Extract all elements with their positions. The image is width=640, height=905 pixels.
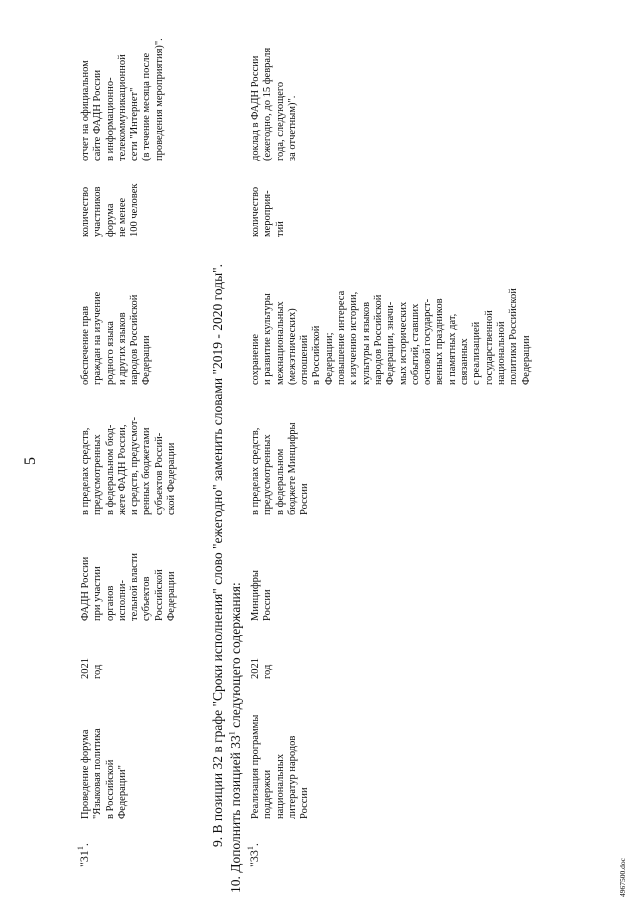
cell-year <box>80 658 105 679</box>
cell-line: России <box>262 589 274 621</box>
cell-line: исполни- <box>116 580 128 621</box>
cell-line: предусмотренных <box>262 434 274 515</box>
item-10-text: 10. Дополнить позицией 33 <box>228 735 243 893</box>
cell-line: количество <box>80 186 91 237</box>
cell-line: мых исторических <box>397 301 409 385</box>
cell-line: поддержки <box>262 769 274 819</box>
cell-goal <box>80 292 154 385</box>
cell-line: в федеральном бюд- <box>104 424 116 515</box>
cell-line: Российской <box>153 569 165 621</box>
page-number: 5 <box>22 457 39 465</box>
cell-line: Федерации; <box>323 332 335 385</box>
cell-line: за отчетным)". <box>286 95 298 161</box>
paragraph-item-10 <box>228 582 244 893</box>
cell-line: граждан на изучение <box>92 291 104 385</box>
cell-line: ской Федерации <box>166 442 178 515</box>
cell-line: (в течение месяца после <box>141 52 153 161</box>
cell-line: ФАДН России <box>80 556 91 621</box>
cell-line: венных праздников <box>434 298 446 385</box>
cell-funding <box>80 417 178 515</box>
cell-line: год <box>92 664 104 679</box>
row-number <box>248 843 260 867</box>
row-number-tail: . <box>77 843 91 847</box>
cell-line: 2021 <box>250 658 261 679</box>
paragraph-item-9: 9. В позиции 32 в графе "Сроки исполнения" слово "ежегодно" заменить словами "2019 - 2020 годы". <box>210 263 225 847</box>
cell-line: обеспечение прав <box>80 305 91 385</box>
cell-line: и развитие культуры <box>262 293 274 385</box>
footer-doc-code: 4967500.doc <box>618 858 627 897</box>
cell-line: "Языковая политика <box>92 728 104 819</box>
cell-result <box>250 48 299 161</box>
row-number-text: "31 <box>77 850 91 867</box>
cell-line: (межэтнических) <box>286 308 298 385</box>
cell-line: субъектов <box>141 576 153 621</box>
cell-line: год <box>262 664 274 679</box>
cell-line: с реализацией <box>471 321 483 385</box>
cell-name <box>80 728 129 819</box>
cell-line: не менее <box>116 197 128 237</box>
cell-line: повышение интереса <box>336 290 348 385</box>
row-number <box>78 843 90 867</box>
cell-line: тельной власти <box>129 553 141 621</box>
cell-line: Реализация программы <box>250 714 261 819</box>
cell-line: Федерации" <box>116 765 128 819</box>
item-10-tail: следующего содержания: <box>228 582 243 732</box>
item-10-sup: 1 <box>227 731 237 736</box>
cell-line: отношений <box>299 334 311 385</box>
cell-line: в Российской <box>104 759 116 819</box>
cell-executors <box>80 553 178 621</box>
cell-line: ренных бюджетами <box>141 427 153 515</box>
cell-line: народов Российской <box>129 294 141 385</box>
cell-line: событий, ставших <box>409 303 421 385</box>
cell-line: 100 человек <box>129 183 141 237</box>
cell-line: в Российской <box>311 325 323 385</box>
cell-line: родного языка <box>104 321 116 385</box>
row-number-sup: 1 <box>76 846 85 851</box>
cell-line: тий <box>274 221 286 237</box>
cell-line: сети "Интернет" <box>129 87 141 161</box>
cell-line: участников <box>92 186 104 237</box>
cell-line: отчет на официальном <box>80 60 91 161</box>
row-number-tail: . <box>247 843 261 847</box>
cell-line: и памятных дат, <box>446 313 458 385</box>
cell-line: России <box>299 483 311 515</box>
cell-line: проведения мероприятия)". <box>153 38 165 161</box>
cell-line: народов Российской <box>372 294 384 385</box>
cell-indicator <box>250 187 287 237</box>
cell-line: связанных <box>459 338 471 385</box>
cell-line: количество <box>250 186 261 237</box>
cell-line: форума <box>104 203 116 237</box>
cell-line: культуры и языков <box>360 301 372 385</box>
cell-line: межнациональных <box>274 301 286 385</box>
cell-line: основой государст- <box>422 298 434 385</box>
cell-indicator <box>80 184 141 237</box>
cell-line: в пределах средств, <box>250 427 261 515</box>
cell-line: Федерации <box>520 335 532 385</box>
cell-line: Федерации <box>166 571 178 621</box>
cell-line: доклад в ФАДН России <box>250 55 261 161</box>
cell-line: субъектов Россий- <box>153 432 165 515</box>
cell-line: политики Российской <box>508 288 520 385</box>
cell-line: органов <box>104 585 116 621</box>
cell-line: государственной <box>483 310 495 385</box>
cell-line: к изучению истории, <box>348 291 360 385</box>
cell-line: и средств, предусмот- <box>129 417 141 515</box>
cell-line: (ежегодно, до 15 февраля <box>262 47 274 161</box>
cell-goal <box>250 288 533 385</box>
cell-line: жете ФАДН России, <box>116 424 128 515</box>
cell-line: сайте ФАДН России <box>92 69 104 161</box>
cell-name <box>250 715 311 819</box>
cell-line: России <box>299 787 311 819</box>
cell-funding <box>250 422 311 515</box>
cell-line: при участии <box>92 566 104 621</box>
cell-line: национальной <box>495 321 507 385</box>
cell-line: Проведение форума <box>80 729 91 819</box>
cell-line: в пределах средств, <box>80 427 91 515</box>
row-number-sup: 1 <box>246 846 255 851</box>
cell-line: и других языков <box>116 312 128 385</box>
cell-line: Федерации <box>141 335 153 385</box>
cell-line: бюджете Минцифры <box>286 422 298 515</box>
cell-result <box>80 38 166 161</box>
cell-line: в информационно- <box>104 77 116 161</box>
cell-year <box>250 658 275 679</box>
cell-line: Федерации, значи- <box>385 301 397 385</box>
cell-line: сохранение <box>250 334 261 385</box>
cell-line: Минцифры <box>250 570 261 621</box>
cell-executors <box>250 570 275 621</box>
cell-line: литератур народов <box>286 735 298 819</box>
cell-line: мероприя- <box>262 190 274 237</box>
cell-line: предусмотренных <box>92 434 104 515</box>
cell-line: года, следующего <box>274 81 286 161</box>
cell-line: телекоммуникационной <box>116 54 128 161</box>
cell-line: национальных <box>274 753 286 819</box>
cell-line: в федеральном <box>274 448 286 515</box>
row-number-text: "33 <box>247 850 261 867</box>
cell-line: 2021 <box>80 658 91 679</box>
